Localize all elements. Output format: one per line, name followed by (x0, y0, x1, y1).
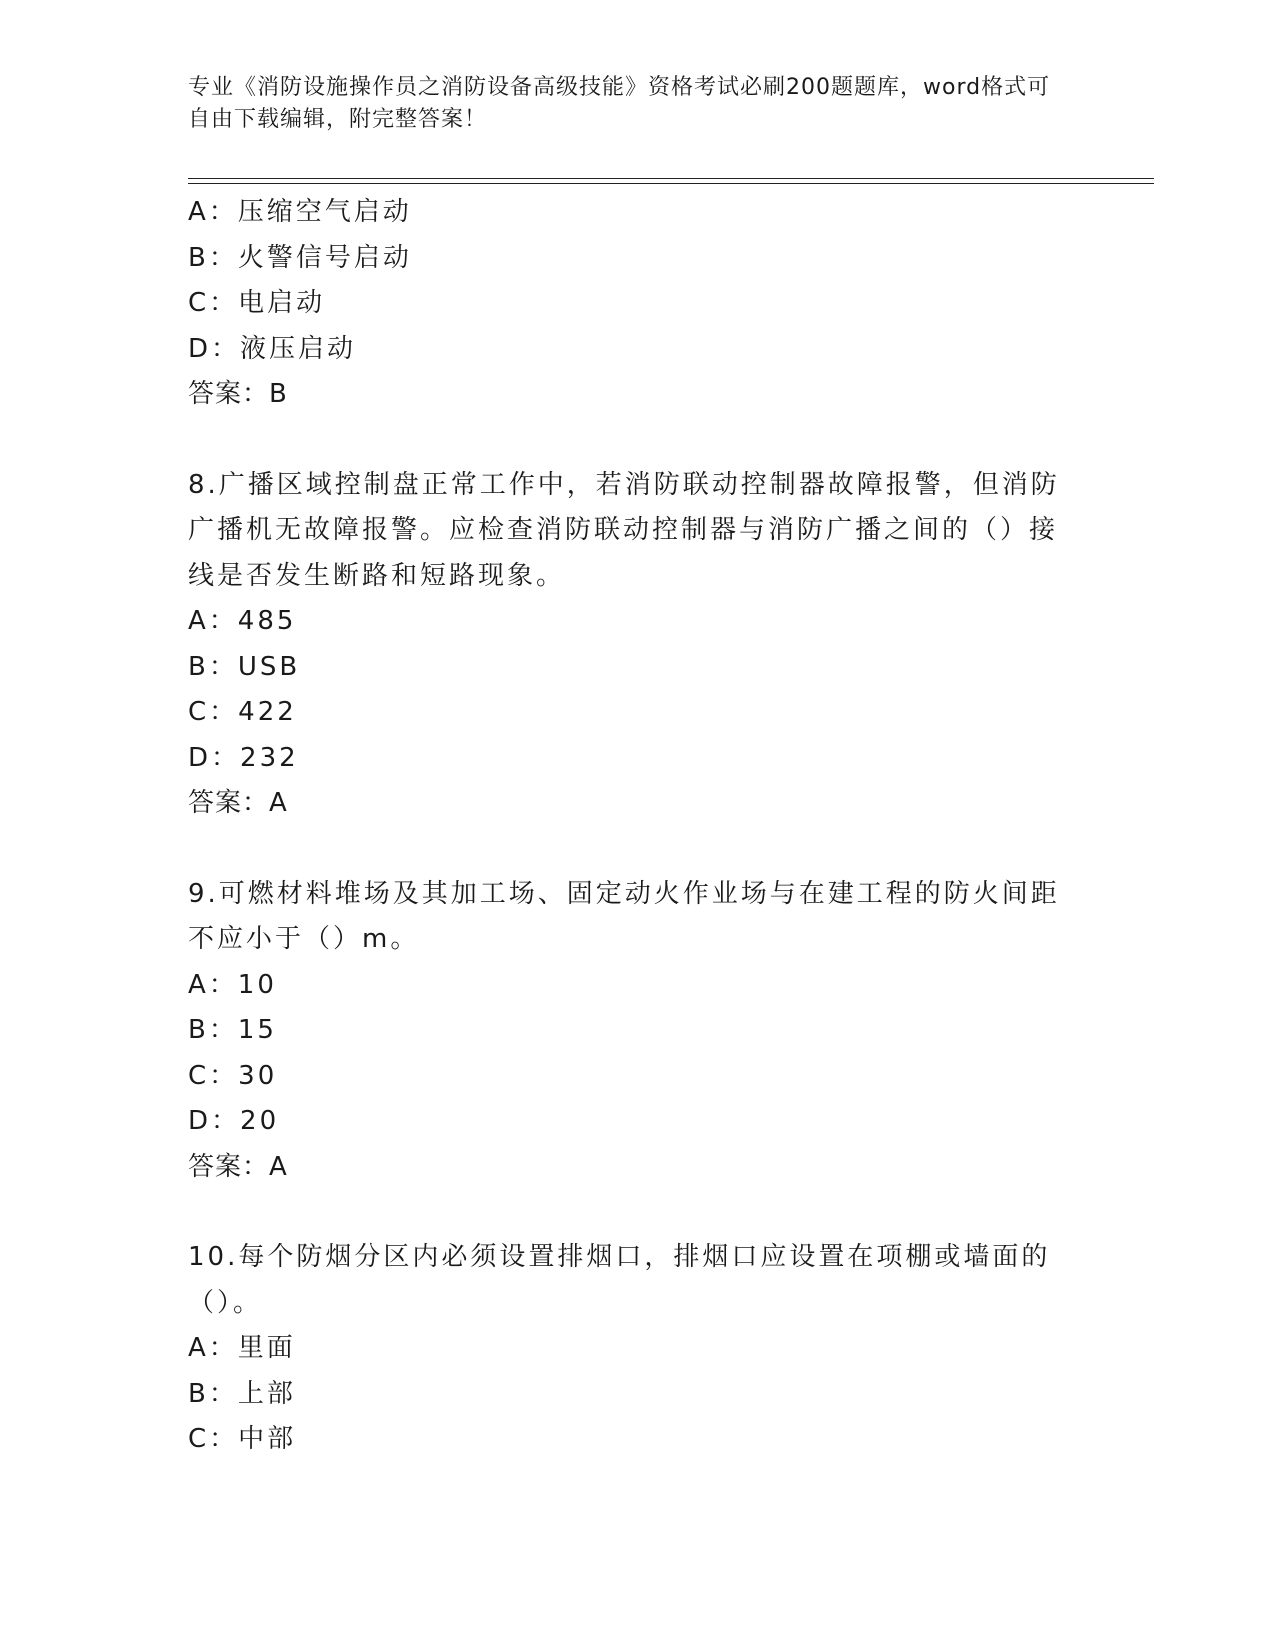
question-10 (188, 1235, 1068, 1463)
spacer (188, 1190, 1068, 1235)
question-9 (188, 872, 1068, 1191)
question-stem: 8.广播区域控制盘正常工作中，若消防联动控制器故障报警，但消防广播机无故障报警。应检查消防联动控制器与消防广播之间的（）接线是否发生断路和短路现象。 (188, 469, 1060, 591)
option-a: A：压缩空气启动 (188, 197, 412, 227)
question-8 (188, 463, 1068, 827)
header-divider-bottom (188, 183, 1154, 184)
option-d: D：液压启动 (188, 333, 357, 364)
option-c: C：422 (188, 697, 297, 727)
option-b: B：USB (188, 651, 301, 682)
option-b: B：火警信号启动 (188, 242, 412, 273)
option-b: B：上部 (188, 1378, 296, 1409)
answer-line: 答案：B (188, 379, 288, 409)
option-c: C：中部 (188, 1424, 297, 1454)
option-c: C：电启动 (188, 288, 326, 318)
document-header: 专业《消防设施操作员之消防设备高级技能》资格考试必刷200题题库，word格式可自由下载编辑，附完整答案！ (188, 75, 1051, 132)
question-7-continued (188, 190, 1068, 418)
answer-line: 答案：A (188, 1151, 288, 1182)
question-stem: 10.每个防烟分区内必须设置排烟口，排烟口应设置在项棚或墙面的（）。 (188, 1242, 1051, 1318)
answer-line: 答案：A (188, 788, 288, 818)
question-stem: 9.可燃材料堆场及其加工场、固定动火作业场与在建工程的防火间距不应小于（）m。 (188, 878, 1060, 954)
option-b: B：15 (188, 1015, 277, 1045)
option-a: A：里面 (188, 1333, 296, 1363)
option-a: A：485 (188, 606, 297, 636)
option-d: D：20 (188, 1106, 280, 1136)
spacer (188, 418, 1068, 463)
question-list (188, 190, 1068, 1463)
header-divider-top (188, 178, 1154, 179)
option-c: C：30 (188, 1060, 278, 1091)
option-a: A：10 (188, 969, 277, 1000)
option-d: D：232 (188, 742, 299, 773)
spacer (188, 827, 1068, 872)
